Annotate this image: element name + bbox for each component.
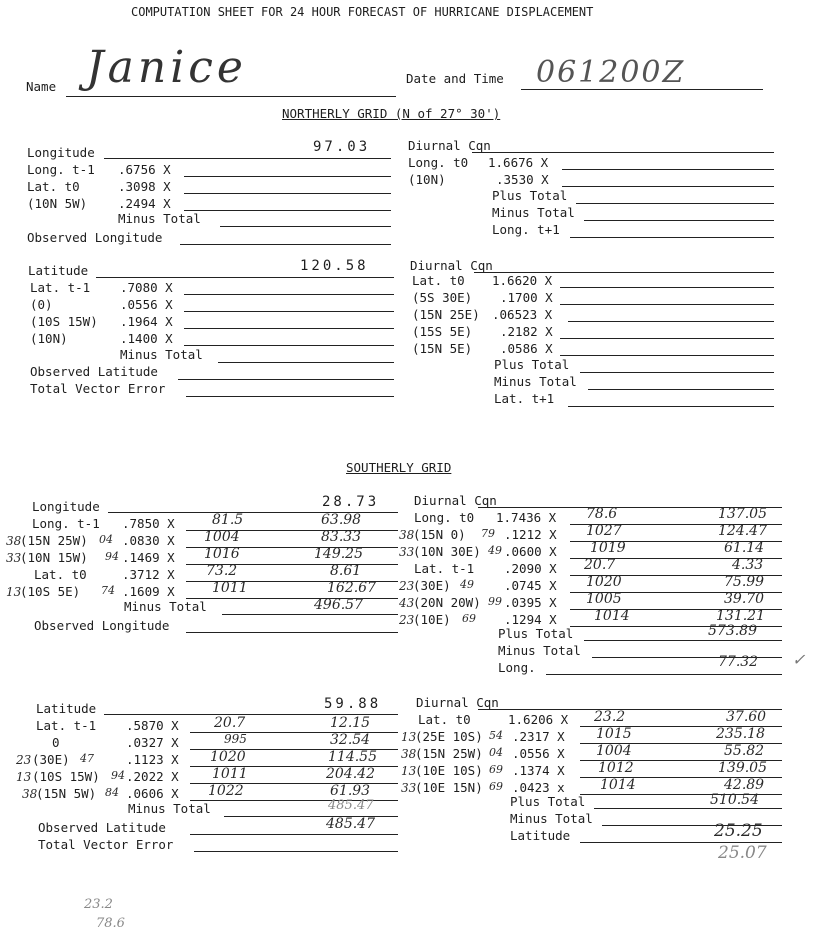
s-lond-c4: .2090 X: [504, 561, 557, 576]
n-lon-heading: Longitude: [27, 145, 95, 160]
s-lond-h2: 1027: [586, 523, 622, 539]
s-latd-p2: 235.18: [716, 726, 765, 742]
s-lond-p2: 124.47: [718, 523, 767, 539]
s-lat-h2: 995: [224, 732, 247, 746]
s-lond-plus-total-value: 573.89: [708, 623, 757, 639]
s-lond-line2: [570, 541, 782, 542]
s-lond-m6: 43: [399, 596, 415, 610]
s-lat-h3: 1020: [210, 749, 246, 765]
n-lond-result: Long. t+1: [492, 222, 560, 237]
s-lon-n2: 04: [99, 533, 113, 546]
s-lond-result: Long.: [498, 660, 536, 675]
s-latd-m2: 13: [401, 730, 417, 744]
s-lon-h5: 1011: [212, 580, 248, 596]
s-latd-c1: 1.6206 X: [508, 712, 569, 727]
n-latd-r3: (15N 25E): [412, 307, 480, 322]
n-lond-line1: [562, 169, 774, 170]
s-latd-n4: 69: [489, 763, 503, 776]
n-latd-c2: .1700 X: [500, 290, 553, 305]
n-lat-line1: [184, 294, 394, 295]
n-lon-row2-label: Lat. t0: [27, 179, 80, 194]
s-lon-h4: 73.2: [206, 563, 238, 579]
footer-note-2: 78.6: [96, 916, 125, 931]
n-lond-line-minus: [584, 220, 774, 221]
s-lond-r7: (10E): [413, 612, 451, 627]
s-lat-n4: 94: [111, 769, 125, 782]
s-lond-r3: (10N 30E): [413, 544, 481, 559]
n-latd-line-result: [568, 406, 774, 407]
s-lat-h5: 1022: [208, 783, 244, 799]
n-lon-line1: [184, 176, 391, 177]
s-latd-r4: (10E 10S): [415, 763, 483, 778]
n-latd-line-plus: [580, 372, 774, 373]
n-lon-c1: .6756 X: [118, 162, 171, 177]
s-lond-line5: [570, 592, 782, 593]
s-lond-line4: [570, 575, 782, 576]
s-lond-p5: 75.99: [724, 574, 765, 590]
s-lat-h1: 20.7: [214, 715, 246, 731]
s-latd-p5: 42.89: [724, 777, 765, 793]
s-lon-r3: (10N 15W): [20, 550, 88, 565]
n-lon-row3-label: (10N 5W): [27, 196, 88, 211]
s-lond-m7: 23: [399, 613, 415, 627]
s-latd-c5: .0423 x: [512, 780, 565, 795]
n-lat-r2: (0): [30, 297, 53, 312]
s-lond-result-value: 77.32: [718, 654, 759, 670]
s-latd-c4: .1374 X: [512, 763, 565, 778]
n-latd-line1: [560, 287, 774, 288]
s-lond-c6: .0395 X: [504, 595, 557, 610]
s-lond-c2: .1212 X: [504, 527, 557, 542]
n-latd-line2: [560, 304, 774, 305]
s-lon-p2: 83.33: [321, 529, 362, 545]
name-label: Name: [26, 79, 57, 94]
s-lon-h2: 1004: [204, 529, 240, 545]
date-value: 061200Z: [536, 55, 686, 90]
s-lond-n6: 99: [488, 595, 502, 608]
s-lat-c1: .5870 X: [126, 718, 179, 733]
s-latd-m4: 13: [401, 764, 417, 778]
s-lond-line6: [570, 609, 782, 610]
check-mark-icon: ✓: [792, 650, 806, 669]
s-lond-p6: 39.70: [724, 591, 765, 607]
n-lon-line2: [184, 193, 391, 194]
s-lond-r4: Lat. t-1: [414, 561, 475, 576]
n-lat-c1: .7080 X: [120, 280, 173, 295]
s-lond-r6: (20N 20W): [413, 595, 481, 610]
s-latd-c3: .0556 X: [512, 746, 565, 761]
s-latd-n5: 69: [489, 780, 503, 793]
s-latd-plus-total-value: 510.54: [710, 792, 759, 808]
n-lond-row1-label: Long. t0: [408, 155, 469, 170]
s-latd-p4: 139.05: [718, 760, 767, 776]
n-lon-observed: Observed Longitude: [27, 230, 163, 245]
s-lon-line3: [186, 564, 398, 565]
s-latd-h3: 1004: [596, 743, 632, 759]
s-latd-m3: 38: [401, 747, 417, 761]
s-lat-m4: 13: [16, 770, 32, 784]
s-latd-m5: 33: [401, 781, 417, 795]
n-latd-minus-total: Minus Total: [494, 374, 577, 389]
s-lon-value: 28.73: [322, 494, 380, 510]
s-lat-p3: 114.55: [328, 749, 377, 765]
s-lon-c4: .3712 X: [122, 567, 175, 582]
s-lon-p4: 8.61: [330, 563, 362, 579]
s-lat-observed: Observed Latitude: [38, 820, 166, 835]
s-latd-line3: [580, 760, 782, 761]
n-latd-line5: [560, 355, 774, 356]
s-lat-r5: (15N 5W): [36, 786, 97, 801]
s-lat-p2: 32.54: [330, 732, 371, 748]
s-lat-c4: .2022 X: [126, 769, 179, 784]
s-latd-n3: 04: [489, 746, 503, 759]
s-lond-line3: [570, 558, 782, 559]
s-latd-p1: 37.60: [726, 709, 767, 725]
n-lond-line2: [562, 186, 774, 187]
s-lond-r2: (15N 0): [413, 527, 466, 542]
s-latd-c2: .2317 X: [512, 729, 565, 744]
s-lon-c3: .1469 X: [122, 550, 175, 565]
n-latd-r5: (15N 5E): [412, 341, 473, 356]
s-lond-line1: [570, 524, 782, 525]
s-lat-p5: 61.93: [330, 783, 371, 799]
s-lon-r5: (10S 5E): [20, 584, 81, 599]
s-lond-h3: 1019: [590, 540, 626, 556]
s-lon-c5: .1609 X: [122, 584, 175, 599]
n-lat-line-top: [96, 277, 394, 278]
n-lond-minus-total: Minus Total: [492, 205, 575, 220]
s-lon-m3: 33: [6, 551, 22, 565]
n-lon-line-minus: [220, 226, 391, 227]
n-lat-line-minus: [218, 362, 394, 363]
s-lat-c2: .0327 X: [126, 735, 179, 750]
n-lat-c3: .1964 X: [120, 314, 173, 329]
s-lon-minus-total: Minus Total: [124, 599, 207, 614]
n-lon-line3: [184, 210, 391, 211]
n-latd-line3: [568, 321, 774, 322]
s-lond-c7: .1294 X: [504, 612, 557, 627]
s-lon-line2: [186, 547, 398, 548]
s-latd-minus-total: Minus Total: [510, 811, 593, 826]
s-latd-r1: Lat. t0: [418, 712, 471, 727]
southerly-grid-title: SOUTHERLY GRID: [346, 460, 452, 475]
s-lon-r2: (15N 25W): [20, 533, 88, 548]
s-lon-p5: 162.67: [327, 580, 376, 596]
n-lat-c2: .0556 X: [120, 297, 173, 312]
n-lond-heading: Diurnal Cqn: [408, 138, 491, 153]
s-lat-value: 59.88: [324, 696, 382, 712]
n-lat-r4: (10N): [30, 331, 68, 346]
s-lat-line1: [190, 732, 398, 733]
s-lon-r1: Long. t-1: [32, 516, 100, 531]
n-lat-heading: Latitude: [28, 263, 89, 278]
s-lond-line-result: [546, 674, 782, 675]
s-lond-minus-total: Minus Total: [498, 643, 581, 658]
s-latd-line1: [580, 726, 782, 727]
n-lat-r3: (10S 15W): [30, 314, 98, 329]
s-latd-line-plus: [594, 808, 782, 809]
s-latd-r2: (25E 10S): [415, 729, 483, 744]
n-latd-r1: Lat. t0: [412, 273, 465, 288]
s-lon-line-minus: [222, 614, 398, 615]
s-lat-r4: (10S 15W): [32, 769, 100, 784]
s-lon-p3: 149.25: [314, 546, 363, 562]
n-latd-r2: (5S 30E): [412, 290, 473, 305]
n-latd-r4: (15S 5E): [412, 324, 473, 339]
s-lon-m2: 38: [6, 534, 22, 548]
s-lond-n3: 49: [488, 544, 502, 557]
s-lon-h3: 1016: [204, 546, 240, 562]
n-lat-minus-total: Minus Total: [120, 347, 203, 362]
s-lond-p1: 137.05: [718, 506, 767, 522]
n-lat-observed: Observed Latitude: [30, 364, 158, 379]
n-lat-r1: Lat. t-1: [30, 280, 91, 295]
s-latd-result: Latitude: [510, 828, 571, 843]
s-lond-plus-total: Plus Total: [498, 626, 574, 641]
s-lat-line4: [190, 783, 398, 784]
n-lat-line-error: [186, 396, 394, 397]
s-lat-line-obs: [190, 834, 398, 835]
s-lon-line5: [186, 598, 398, 599]
s-lat-p1: 12.15: [330, 715, 371, 731]
n-lond-line-top: [472, 152, 774, 153]
s-lon-line1: [186, 530, 398, 531]
s-lon-line-obs: [186, 632, 398, 633]
s-latd-h5: 1014: [600, 777, 636, 793]
s-lon-m5: 13: [6, 585, 22, 599]
s-latd-h2: 1015: [596, 726, 632, 742]
s-lond-m3: 33: [399, 545, 415, 559]
s-latd-h1: 23.2: [594, 709, 626, 725]
s-lon-c1: .7850 X: [122, 516, 175, 531]
s-latd-line4: [580, 777, 782, 778]
s-lat-minus-total: Minus Total: [128, 801, 211, 816]
n-lat-line-obs: [178, 379, 394, 380]
s-lond-m2: 38: [399, 528, 415, 542]
s-latd-result-value: 25.25: [714, 821, 763, 841]
s-lond-c1: 1.7436 X: [496, 510, 557, 525]
date-label: Date and Time: [406, 71, 504, 86]
s-lon-c2: .0830 X: [122, 533, 175, 548]
s-lat-heading: Latitude: [36, 701, 97, 716]
s-lat-line3: [190, 766, 398, 767]
s-lond-c5: .0745 X: [504, 578, 557, 593]
n-latd-plus-total: Plus Total: [494, 357, 570, 372]
n-latd-heading: Diurnal Cqn: [410, 258, 493, 273]
s-lat-m5: 38: [22, 787, 38, 801]
s-lond-h1: 78.6: [586, 506, 618, 522]
n-lon-minus-total: Minus Total: [118, 211, 201, 226]
s-lat-c5: .0606 X: [126, 786, 179, 801]
s-lat-r1: Lat. t-1: [36, 718, 97, 733]
s-lond-heading: Diurnal Cqn: [414, 493, 497, 508]
n-latd-c1: 1.6620 X: [492, 273, 553, 288]
s-latd-n2: 54: [489, 729, 503, 742]
s-lond-p7: 131.21: [716, 608, 765, 624]
n-latd-c3: .06523 X: [492, 307, 553, 322]
n-lat-c4: .1400 X: [120, 331, 173, 346]
s-lat-line-error: [194, 851, 398, 852]
s-lond-n2: 79: [481, 527, 495, 540]
n-latd-result: Lat. t+1: [494, 391, 555, 406]
s-lond-m5: 23: [399, 579, 415, 593]
name-line: [66, 96, 396, 97]
s-lond-line-plus: [584, 640, 782, 641]
s-lon-n3: 94: [105, 550, 119, 563]
s-lon-n5: 74: [101, 584, 115, 597]
n-lond-plus-total: Plus Total: [492, 188, 568, 203]
s-lon-r4: Lat. t0: [34, 567, 87, 582]
s-lond-r5: (30E): [413, 578, 451, 593]
s-latd-plus-total: Plus Total: [510, 794, 586, 809]
n-lon-value: 97.03: [313, 139, 371, 155]
s-latd-r3: (15N 25W): [415, 746, 483, 761]
n-lat-value: 120.58: [300, 258, 369, 274]
sheet-title: COMPUTATION SHEET FOR 24 HOUR FORECAST OF HURRICANE DISPLACEMENT: [131, 5, 594, 19]
s-lat-line2: [190, 749, 398, 750]
northerly-grid-title: NORTHERLY GRID (N of 27° 30'): [282, 106, 501, 121]
s-lond-p4: 4.33: [732, 557, 764, 573]
s-lat-error: Total Vector Error: [38, 837, 174, 852]
n-lat-line4: [184, 345, 394, 346]
footer-note-1: 23.2: [84, 897, 113, 912]
s-lon-p1: 63.98: [321, 512, 362, 528]
s-lat-h4: 1011: [212, 766, 248, 782]
n-latd-line4: [560, 338, 774, 339]
s-latd-h4: 1012: [598, 760, 634, 776]
n-latd-c4: .2182 X: [500, 324, 553, 339]
s-lond-r1: Long. t0: [414, 510, 475, 525]
s-latd-heading: Diurnal Cqn: [416, 695, 499, 710]
s-lon-observed: Observed Longitude: [34, 618, 170, 633]
s-lond-p3: 61.14: [724, 540, 765, 556]
n-lat-error: Total Vector Error: [30, 381, 166, 396]
s-latd-line2: [580, 743, 782, 744]
n-lon-line-top: [104, 158, 391, 159]
s-lat-n3: 47: [80, 752, 94, 765]
s-lon-h1: 81.5: [212, 512, 244, 528]
name-value: Janice: [86, 42, 247, 93]
s-latd-r5: (10E 15N): [415, 780, 483, 795]
s-lat-c3: .1123 X: [126, 752, 179, 767]
n-latd-c5: .0586 X: [500, 341, 553, 356]
n-lond-c1: 1.6676 X: [488, 155, 549, 170]
s-lat-n5: 84: [105, 786, 119, 799]
s-lon-minus-total-value: 496.57: [314, 597, 363, 613]
n-lond-c2: .3530 X: [496, 172, 549, 187]
n-lat-line2: [184, 311, 394, 312]
s-lon-heading: Longitude: [32, 499, 100, 514]
n-lond-line-plus: [576, 203, 774, 204]
s-lat-r3: (30E): [32, 752, 70, 767]
s-lat-minus-total-value: 485.47: [328, 798, 374, 813]
s-lat-p4: 204.42: [326, 766, 375, 782]
s-lond-c3: .0600 X: [504, 544, 557, 559]
s-latd-p3: 55.82: [724, 743, 765, 759]
n-lond-row2-label: (10N): [408, 172, 446, 187]
s-lat-observed-value: 485.47: [326, 816, 375, 832]
n-latd-line-minus: [588, 389, 774, 390]
s-lond-n7: 69: [462, 612, 476, 625]
n-lond-line-result: [570, 237, 774, 238]
s-lat-r2: 0: [52, 735, 60, 750]
n-lon-row1-label: Long. t-1: [27, 162, 95, 177]
s-lond-h5: 1020: [586, 574, 622, 590]
n-lon-line-obs: [180, 244, 391, 245]
n-lat-line3: [184, 328, 394, 329]
s-latd-result-pencil: 25.07: [718, 843, 767, 863]
s-lond-h4: 20.7: [584, 557, 616, 573]
s-lon-line4: [186, 581, 398, 582]
s-lond-n5: 49: [460, 578, 474, 591]
s-lat-m3: 23: [16, 753, 32, 767]
s-lond-h7: 1014: [594, 608, 630, 624]
n-lon-c3: .2494 X: [118, 196, 171, 211]
s-lond-h6: 1005: [586, 591, 622, 607]
n-lon-c2: .3098 X: [118, 179, 171, 194]
